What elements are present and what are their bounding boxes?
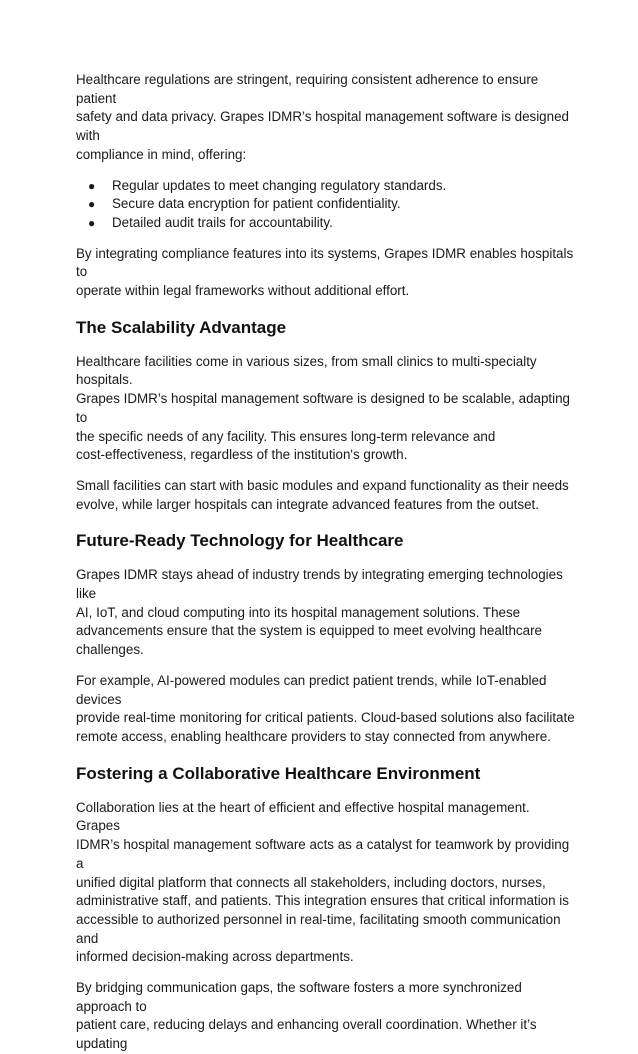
bullet-icon: ●	[88, 178, 96, 193]
list-item	[76, 195, 576, 214]
list-item-text: Detailed audit trails for accountability.	[112, 214, 333, 230]
collab-paragraph-1: Collaboration lies at the heart of efficient and effective hospital management. Grapes IDMR’s hospital management software acts as a catalyst for teamwork by providing a unified digital platform that connects all stakeholders, including doctors, nurses, administrative staff, and patients. This integration ensures that critical information is accessible to authorized personnel in real-time, facilitating smooth communication and informed decision-making across departments.	[76, 799, 570, 965]
scalability-paragraph-1: Healthcare facilities come in various sizes, from small clinics to multi-specialty hospitals. Grapes IDMR’s hospital management software is designed to be scalable, adapting to the specific needs of any facility. This ensures long-term relevance and cost-effectiveness, regardless of the institution's growth.	[76, 353, 570, 463]
scalability-paragraph-2: Small facilities can start with basic modules and expand functionality as their needs evolve, while larger hospitals can integrate advanced features from the outset.	[76, 477, 569, 512]
bullet-icon: ●	[88, 215, 96, 230]
list-item-text: Secure data encryption for patient confidentiality.	[112, 196, 401, 212]
intro-paragraph-1: Healthcare regulations are stringent, requiring consistent adherence to ensure patient safety and data privacy. Grapes IDMR’s hospital management software is designed with compliance in mind, offering:	[76, 72, 569, 162]
heading-future-ready: Future-Ready Technology for Healthcare	[76, 531, 404, 551]
heading-collaborative: Fostering a Collaborative Healthcare Environment	[76, 763, 481, 783]
bullet-icon: ●	[88, 197, 96, 212]
collab-paragraph-2: By bridging communication gaps, the software fosters a more synchronized approach to patient care, reducing delays and enhancing overall coordination. Whether it’s updating	[76, 980, 537, 1052]
intro-paragraph-2: By integrating compliance features into its systems, Grapes IDMR enables hospitals to operate within legal frameworks without additional effort.	[76, 245, 574, 299]
list-item-text: Regular updates to meet changing regulatory standards.	[112, 177, 447, 193]
list-item	[76, 214, 576, 233]
list-item	[76, 177, 576, 196]
document-page	[76, 71, 576, 1054]
compliance-feature-list	[76, 177, 576, 233]
heading-scalability: The Scalability Advantage	[76, 317, 287, 337]
future-paragraph-2: For example, AI-powered modules can predict patient trends, while IoT-enabled devices provide real-time monitoring for critical patients. Cloud-based solutions also facilitate remote access, enabling healthcare providers to stay connected from anywhere.	[76, 672, 575, 744]
future-paragraph-1: Grapes IDMR stays ahead of industry trends by integrating emerging technologies like AI, IoT, and cloud computing into its hospital management solutions. These advancements ensure that the system is equipped to meet evolving healthcare challenges.	[76, 567, 563, 658]
